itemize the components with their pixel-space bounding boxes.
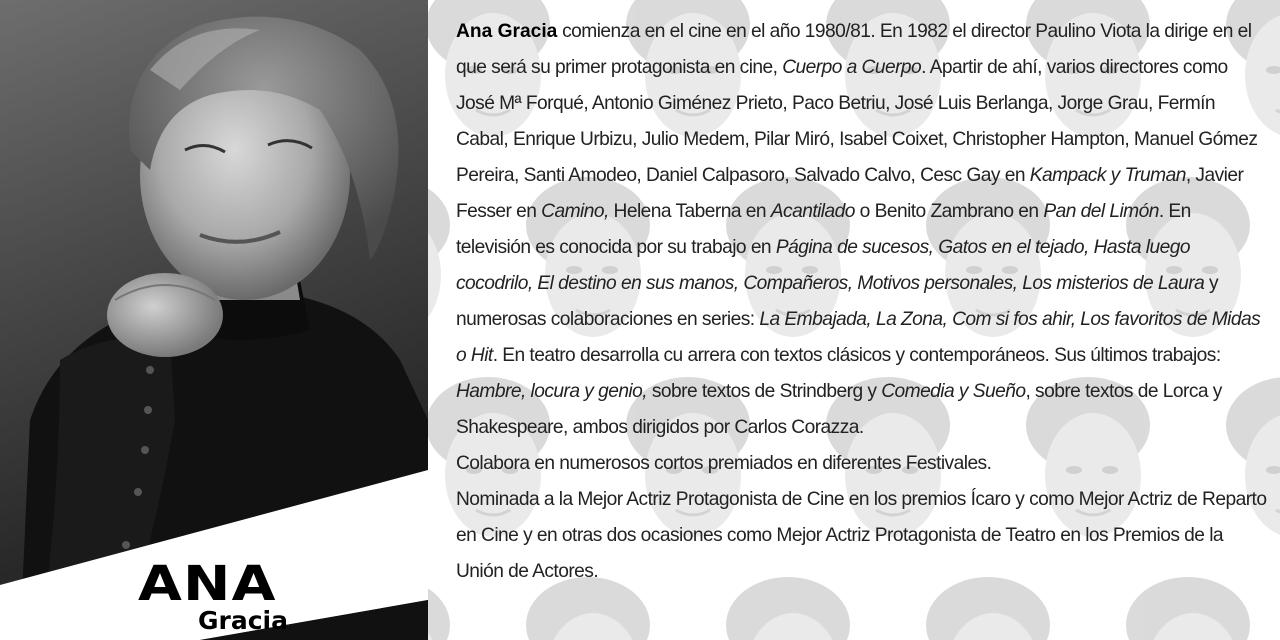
biography [456,14,1268,590]
bio-run: La Embajada, La Zona, Com si fos ahir, Los favoritos de Midas o Hit [456,309,1261,366]
bio-run: , Javier Fesser en [456,165,1244,222]
bio-run: Cuerpo a Cuerpo [782,57,922,78]
bio-run: Ana Gracia [456,21,558,42]
bio-run: sobre textos de Strindberg y [647,381,882,402]
bio-run: Comedia y Sueño [881,381,1026,402]
actor-name [138,556,288,635]
bio-run: comienza en el cine en el año 1980/81. En 1982 el director Paulino Viota la dirige en el que será su primer protagonista en cine, [456,21,1252,78]
bio-paragraph-3: Nominada a la Mejor Actriz Protagonista de Cine en los premios Ícaro y como Mejor Actriz de Reparto en Cine y en otras dos ocasiones como Mejor Actriz Protagonista de Teatro en los Premios de la Unión de Actores. [456,489,1267,582]
bio-run: Helena Taberna en [608,201,771,222]
bio-run: Camino, [541,201,609,222]
pattern-face [428,577,450,640]
bio-run: Pan del Limón [1043,201,1159,222]
bio-paragraph-2: Colabora en numerosos cortos premiados en diferentes Festivales. [456,453,992,474]
bio-run: . En teatro desarrolla cu arrera con textos clásicos y contemporáneos. Sus últimos trabajos: [492,345,1221,366]
name-last: Gracia [198,606,288,635]
bio-run: , sobre textos de Lorca y Shakespeare, ambos dirigidos por Carlos Corazza. [456,381,1222,438]
bio-run: Kampack y Truman [1029,165,1186,186]
bio-run: y numerosas colaboraciones en series: [456,273,1219,330]
bio-run: . Apartir de ahí, varios directores como José Mª Forqué, Antonio Giménez Prieto, Paco Betriu, José Luis Berlanga, Jorge Grau, Fermín Cabal, Enrique Urbizu, Julio Medem, Pilar Miró, Isabel Coixet, Christopher Hampton, Manuel Gómez Pereira, Santi Amodeo, Daniel Calpasoro, Salvado Calvo, Cesc Gay en [456,57,1258,186]
bio-run: Acantilado [770,201,855,222]
bio-run: . En televisión es conocida por su trabajo en [456,201,1191,258]
pattern-face [428,177,450,337]
portrait-photo [0,0,428,640]
name-first: ANA [138,556,277,612]
white-wedge [0,0,428,640]
bio-run: Hambre, locura y genio, [456,381,648,402]
bio-paragraph-1 [456,14,1268,446]
bio-run: o Benito Zambrano en [854,201,1044,222]
bio-run: Página de sucesos, Gatos en el tejado, Hasta luego cocodrilo, El destino en sus manos, Compañeros, Motivos personales, Los misterios de Laura [456,237,1205,294]
